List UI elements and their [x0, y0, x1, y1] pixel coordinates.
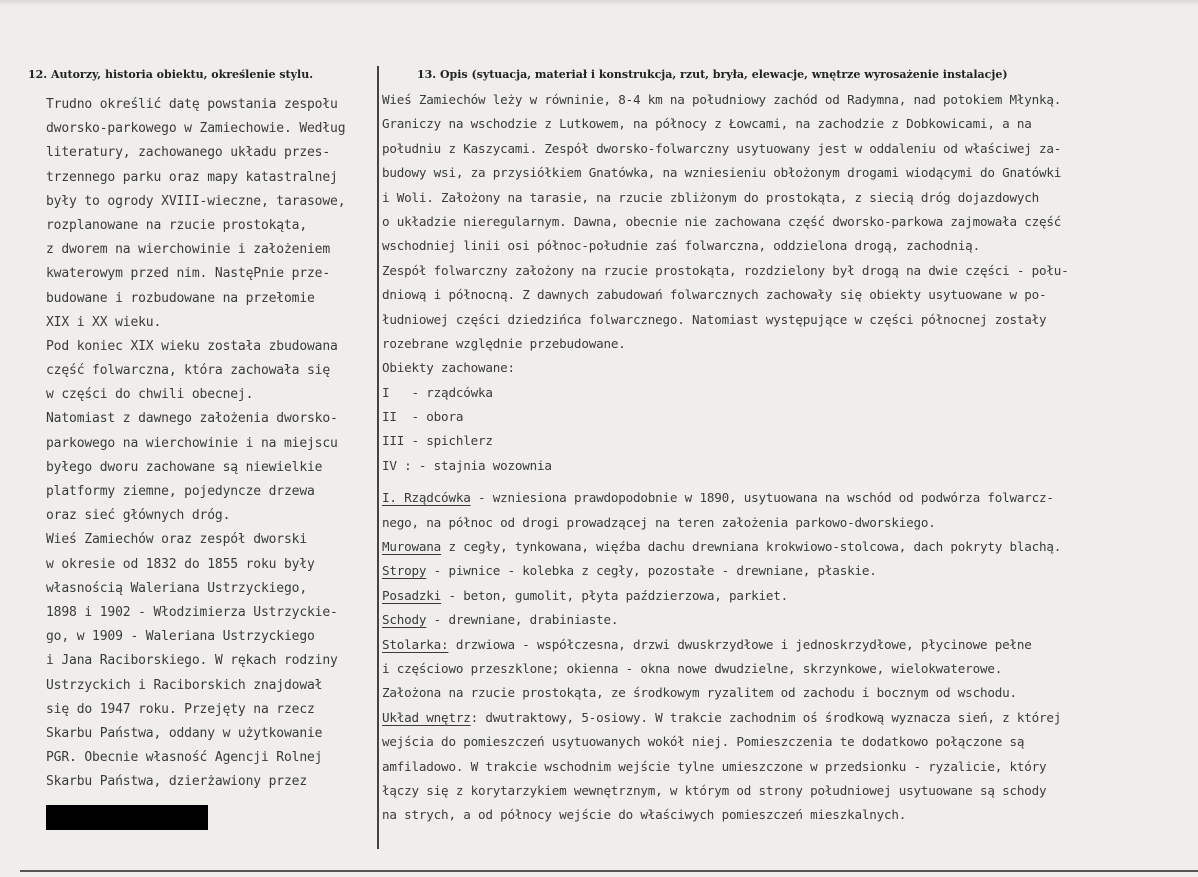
- description-entry-line: [382, 730, 1172, 754]
- history-line: PGR. Obecnie własność Agencji Rolnej: [46, 750, 323, 766]
- entry-text: i częściowo przeszklone; okienna - okna nowe dwudzielne, skrzynkowe, wielokwaterowe.: [382, 660, 1003, 676]
- history-line: 1898 i 1902 - Włodzimierza Ustrzyckie-: [46, 604, 338, 620]
- description-line: Wieś Zamiechów leży w równinie, 8-4 km na południowy zachód od Radymna, nad potokiem Młynką.: [382, 92, 1062, 107]
- history-line: w części do chwili obecnej.: [46, 387, 254, 403]
- description-line: III - spichlerz: [382, 433, 493, 449]
- description-line: Graniczy na wschodzie z Lutkowem, na północy z Łowcami, na zachodzie z Dobkowicami, a na: [382, 116, 1032, 132]
- entry-term: Murowana: [382, 539, 442, 555]
- history-line: parkowego na wierchowinie i na miejscu: [46, 435, 338, 451]
- entry-text: z cegły, tynkowana, więźba dachu drewniana krokwiowo-stolcowa, dach pokryty blachą.: [441, 539, 1062, 555]
- history-line: go, w 1909 - Waleriana Ustrzyckiego: [46, 629, 315, 645]
- description-paragraphs: [382, 88, 1172, 478]
- description-line: I - rządcówka: [382, 384, 493, 400]
- history-line: trzennego parku oraz mapy katastralnej: [46, 169, 338, 185]
- entry-text: : dwutraktowy, 5-osiowy. W trakcie zachodnim oś środkową wyznacza sień, z której: [470, 709, 1062, 725]
- description-line: łudniowej części dziedzińca folwarcznego. Natomiast występujące w części północnej zostały: [382, 311, 1047, 327]
- history-line: i Jana Raciborskiego. W rękach rodziny: [46, 653, 338, 669]
- entry-text: amfiladowo. W trakcie wschodnim wejście tylne umieszczone w przedsionku - ryzalicie, który: [382, 758, 1047, 774]
- history-line: XIX i XX wieku.: [46, 314, 162, 330]
- description-line: Obiekty zachowane:: [382, 360, 515, 376]
- column-divider: [377, 66, 379, 849]
- description-entry-line: [382, 755, 1172, 779]
- entry-text: nego, na północ od drogi prowadzącej na teren założenia parkowo-dworskiego.: [382, 514, 936, 530]
- history-line: budowane i rozbudowane na przełomie: [46, 290, 315, 306]
- history-line: platformy ziemne, pojedyncze drzewa: [46, 484, 315, 499]
- history-line: Wieś Zamiechów oraz zespół dworski: [46, 532, 308, 548]
- description-entry-line: [382, 681, 1172, 705]
- description-line: wschodniej linii osi północ-południe zaś folwarczna, oddzielona drogą, zachodnią.: [382, 238, 980, 254]
- history-line: Pod koniec XIX wieku została zbudowana: [46, 338, 338, 354]
- entry-term: Stropy: [382, 563, 427, 579]
- history-line: Skarbu Państwa, oddany w użytkowanie: [46, 725, 323, 741]
- history-line: oraz sieć głównych dróg.: [46, 508, 231, 524]
- description-line: II - obora: [382, 409, 464, 425]
- history-line: byłego dworu zachowane są niewielkie: [46, 459, 323, 475]
- description-line: dniową i północną. Z dawnych zabudowań folwarcznych zachowały się obiekty usytuowane w po-: [382, 287, 1047, 303]
- building-description: [382, 486, 1172, 827]
- description-entry-line: [382, 779, 1172, 803]
- history-line: kwaterowym przed nim. NastęPnie prze-: [46, 266, 331, 282]
- history-line: rozplanowane na rzucie prostokąta,: [46, 217, 308, 233]
- entry-text: drzwiowa - współczesna, drzwi dwuskrzydłowe i jednoskrzydłowe, płycinowe pełne: [448, 636, 1032, 652]
- description-entry-line: [382, 559, 1172, 583]
- entry-text: - wzniesiona prawdopodobnie w 1890, usytuowana na wschód od podwórza folwarcz-: [470, 490, 1054, 506]
- redaction-bar: [46, 805, 208, 830]
- history-line: dworsko-parkowego w Zamiechowie. Według: [46, 121, 346, 137]
- history-line: Natomiast z dawnego założenia dworsko-: [46, 411, 338, 427]
- section-13-header: 13. Opis (sytuacja, materiał i konstrukcja, rzut, bryła, elewacje, wnętrze wyrosażenie instalacje): [417, 68, 1008, 81]
- history-line: w okresie od 1832 do 1855 roku były: [46, 556, 315, 572]
- entry-text: Założona na rzucie prostokąta, ze środkowym ryzalitem od zachodu i bocznym od wschodu.: [382, 685, 1017, 701]
- section-12-header: 12. Autorzy, historia obiektu, określenie stylu.: [28, 68, 314, 81]
- bottom-rule: [20, 870, 1198, 872]
- description-line: rozebrane względnie przebudowane.: [382, 335, 626, 351]
- entry-term: Układ wnętrz: [382, 709, 471, 725]
- entry-term: I. Rządcówka: [382, 490, 471, 506]
- entry-text: - drewniane, drabiniaste.: [426, 612, 619, 628]
- description-entry-line: [382, 803, 1172, 827]
- history-line: z dworem na wierchowinie i założeniem: [46, 242, 331, 258]
- history-line: Trudno określić datę powstania zespołu: [46, 97, 338, 112]
- description-text-column: [382, 88, 1172, 828]
- history-line: literatury, zachowanego układu przes-: [46, 145, 331, 161]
- entry-term: Schody: [382, 612, 427, 628]
- history-line: Skarbu Państwa, dzierżawiony przez: [46, 774, 308, 790]
- description-entry-line: [382, 535, 1172, 559]
- history-line: część folwarczna, która zachowała się: [46, 363, 331, 379]
- description-line: IV : - stajnia wozownia: [382, 457, 552, 473]
- description-entry-line: [382, 584, 1172, 608]
- description-entry-line: [382, 657, 1172, 681]
- history-text-column: [46, 93, 358, 794]
- entry-term: Posadzki: [382, 587, 442, 603]
- entry-text: - beton, gumolit, płyta paździerzowa, parkiet.: [441, 587, 789, 603]
- description-entry-line: [382, 486, 1172, 510]
- description-line: Zespół folwarczny założony na rzucie prostokąta, rozdzielony był drogą na dwie części - połu-: [382, 262, 1069, 278]
- entry-term: Stolarka:: [382, 636, 449, 652]
- description-line: o układzie nieregularnym. Dawna, obecnie nie zachowana część dworsko-parkowa zajmowała część: [382, 213, 1062, 229]
- description-entry-line: [382, 511, 1172, 535]
- history-line: własnością Waleriana Ustrzyckiego,: [46, 580, 308, 596]
- description-line: i Woli. Założony na tarasie, na rzucie zbliżonym do prostokąta, z siecią dróg dojazdowych: [382, 189, 1040, 205]
- history-line: Ustrzyckich i Raciborskich znajdował: [46, 677, 323, 693]
- history-line: się do 1947 roku. Przejęty na rzecz: [46, 701, 315, 717]
- entry-text: wejścia do pomieszczeń usytuowanych wokół niej. Pomieszczenia te dodatkowo połączone są: [382, 734, 1025, 750]
- description-entry-line: [382, 608, 1172, 632]
- description-entry-line: [382, 706, 1172, 730]
- history-line: były to ogrody XVIII-wieczne, tarasowe,: [46, 193, 346, 209]
- description-entry-line: [382, 633, 1172, 657]
- top-edge: [0, 0, 1198, 6]
- entry-text: na strych, a od północy wejście do właściwych pomieszczeń mieszkalnych.: [382, 807, 907, 823]
- entry-text: - piwnice - kolebka z cegły, pozostałe - drewniane, płaskie.: [426, 563, 877, 579]
- description-line: budowy wsi, za przysiółkiem Gnatówka, na wzniesieniu obłożonym drogami wiodącymi do Gnatówki: [382, 165, 1062, 181]
- description-line: południu z Kaszycami. Zespół dworsko-folwarczny usytuowany jest w oddaleniu od właściwej za-: [382, 140, 1062, 156]
- entry-text: łączy się z korytarzykiem wewnętrznym, w którym od strony południowej usytuowane są schody: [382, 782, 1047, 798]
